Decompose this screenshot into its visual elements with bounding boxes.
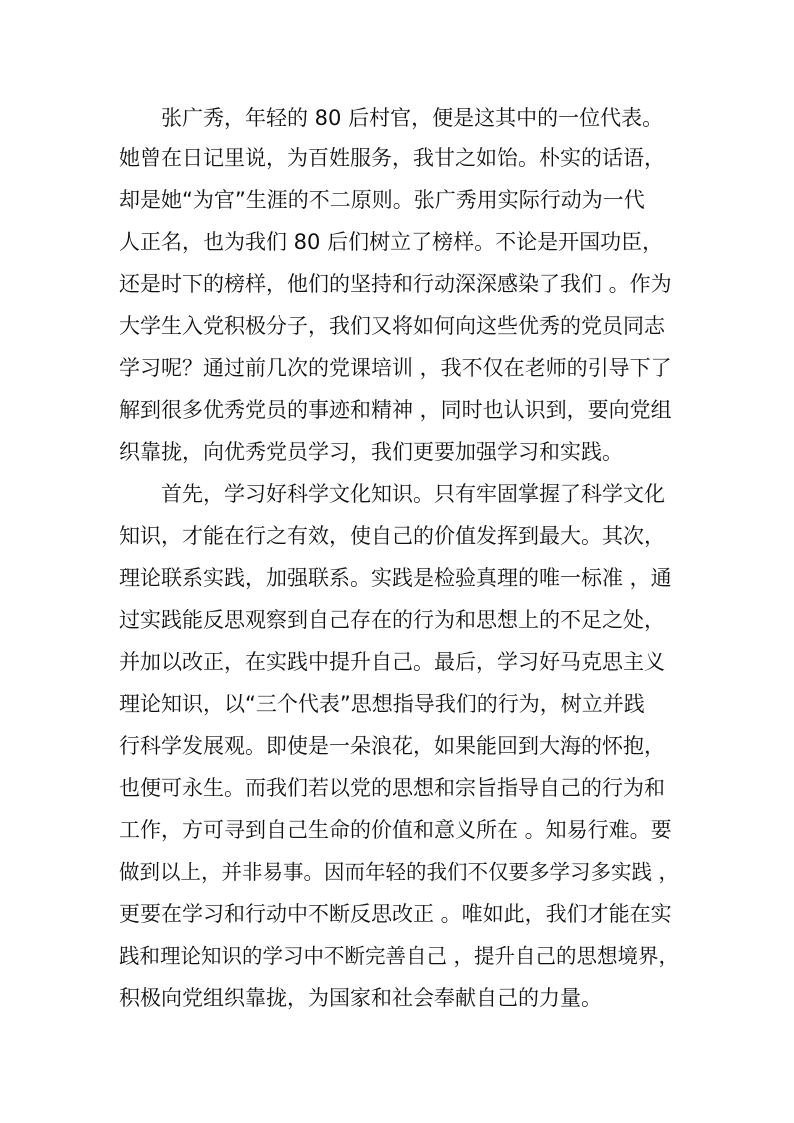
text-line: 却是她“为官”生涯的不二原则。张广秀用实际行动为一代 [119, 188, 645, 212]
text-line: 积极向党组织靠拢，为国家和社会奉献自己的力量。 [119, 986, 602, 1010]
text-line: 也便可永生。而我们若以党的思想和宗旨指导自己的行为和 [119, 776, 665, 800]
text-line: 首先，学习好科学文化知识。只有牢固掌握了科学文化 [161, 482, 665, 506]
text-line: 学习呢？通过前几次的党课培训 ，我不仅在老师的引导下了 [119, 356, 672, 380]
text-line: 知识，才能在行之有效，使自己的价值发挥到最大。其次， [119, 524, 665, 548]
text-line: 大学生入党积极分子，我们又将如何向这些优秀的党员同志 [119, 314, 665, 338]
text-line: 张广秀，年轻的 80 后村官，便是这其中的一位代表。 [161, 106, 664, 130]
text-line: 理论联系实践，加强联系。实践是检验真理的唯一标准 ，通 [119, 566, 672, 590]
text-line: 还是时下的榜样，他们的坚持和行动深深感染了我们 。作为 [119, 272, 672, 296]
text-line: 解到很多优秀党员的事迹和精神 ，同时也认识到，要向党组 [119, 398, 672, 422]
text-line: 工作，方可寻到自己生命的价值和意义所在 。知易行难。要 [119, 818, 672, 842]
text-line: 并加以改正，在实践中提升自己。最后，学习好马克思主义 [119, 650, 665, 674]
text-line: 织靠拢，向优秀党员学习，我们更要加强学习和实践。 [119, 440, 623, 464]
text-line: 她曾在日记里说，为百姓服务，我甘之如饴。朴实的话语， [119, 146, 665, 170]
text-line: 理论知识，以“三个代表”思想指导我们的行为，树立并践 [119, 692, 645, 716]
text-line: 践和理论知识的学习中不断完善自己 ，提升自己的思想境界， [119, 944, 680, 968]
text-line: 过实践能反思观察到自己存在的行为和思想上的不足之处， [119, 608, 665, 632]
text-line: 人正名，也为我们 80 后们树立了榜样。不论是开国功臣， [119, 230, 664, 254]
text-line: 行科学发展观。即使是一朵浪花，如果能回到大海的怀抱， [119, 734, 665, 758]
text-line: 做到以上，并非易事。因而年轻的我们不仅要多学习多实践 ， [119, 860, 680, 884]
text-line: 更要在学习和行动中不断反思改正 。唯如此，我们才能在实 [119, 902, 672, 926]
